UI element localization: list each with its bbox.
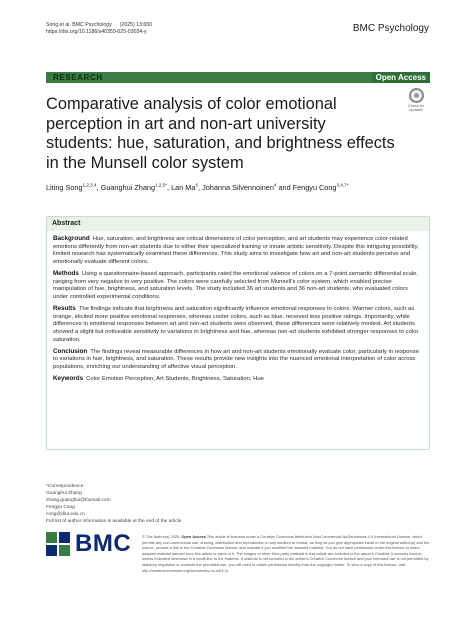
keywords-text: Color Emotion Perception, Art Students, Brightness, Saturation, Hue	[86, 376, 264, 382]
correspondence-heading: *Correspondence:	[46, 484, 85, 489]
bmc-logo-text: BMC	[75, 530, 132, 557]
article-title: Comparative analysis of color emotional perception in art and non-art university students: hue, saturation, and brightness effects in the Munsell color system	[46, 95, 395, 172]
author-affiliation: 1,2,3,4	[82, 182, 97, 188]
correspondence-block	[46, 484, 181, 525]
abstract-results	[53, 305, 423, 345]
author-name: Johanna Silvennoinen	[202, 183, 274, 192]
results-label: Results	[53, 305, 76, 312]
author-list: Liting Song$^{1,2,3,4}$, Guanghui Zhang$^{1,2,5*}$, Lan Ma$^6$, Johanna Silvennoinen$^4$ and Fengyu Cong$^{3,4,7*}$	[46, 182, 349, 192]
bmc-logo	[46, 530, 131, 558]
abstract-keywords	[53, 375, 423, 384]
doi-link[interactable]: https://doi.org/10.1186/s40359-025-03034-y	[46, 29, 147, 35]
results-text: The findings indicate that brightness and saturation significantly influence emotional responses to colors. Warmer colors, such as orange, elicited more positive emotional responses, whereas cooler colors, such as blue, received less positive ratings. Importantly, while differences in emotional responses between art and non-art students were observed, these differences were relatively modest. Art students showed a slight but noticeable sensitivity to variations in brightness and hue, whereas non-art students exhibited stronger responses to color saturation.	[53, 306, 419, 343]
license-copyright: © The Author(s) 2025.	[142, 534, 181, 539]
journal-name: BMC Psychology	[352, 23, 429, 34]
license-text	[142, 534, 432, 573]
keywords-label: Keywords	[53, 375, 84, 382]
bmc-logo-icon	[46, 532, 70, 556]
background-text: Hue, saturation, and brightness are critical dimensions of color perception, and art students may experience color-related emotions differently from non-art students due to either their specialized training or innate artistic sensitivity. Despite this intriguing possibility, limited research has systematically examined these differences. This study aims to investigate how art and non-art students perceive and emotionally evaluate different colors.	[53, 236, 419, 266]
check-updates-label-2: updates	[409, 108, 423, 113]
author-affiliation: 6	[195, 182, 198, 188]
author-name: Lan Ma	[171, 183, 196, 192]
open-access-badge: Open Access	[372, 72, 430, 83]
article-banner	[46, 72, 430, 83]
abstract-background	[53, 235, 423, 267]
license-body: This article is licensed under a Creative Commons Attribution-NonCommercial-NoDerivatives 4.0 International License, which permits any non-commercial use, sharing, distribution and reproduction in any medium or format, as long as you give appropriate credit to the original author(s) and the source, provide a link to the Creative Commons licence, and indicate if you modified the licensed material. You do not have permission under this licence to share adapted material derived from this article or parts of it. The images or other third party material in this article are included in the article’s Creative Commons licence, unless indicated otherwise in a credit line to the material. If material is not included in the article’s Creative Commons licence and your intended use is not permitted by statutory regulation or exceeds the permitted use, you will need to obtain permission directly from the copyright holder. To view a copy of this licence, visit http://creativecommons.org/licenses/by-nc-nd/4.0/.	[142, 534, 430, 573]
author-info-note: Full list of author information is available at the end of the article	[46, 518, 182, 524]
abstract-heading: Abstract	[47, 217, 429, 231]
correspondence-email[interactable]: zhang.guanghui@foxmail.com	[46, 497, 111, 503]
author-affiliation: 4	[273, 182, 277, 188]
license-open-access: Open Access	[181, 534, 206, 539]
author-affiliation: 1,2,5*	[155, 182, 168, 188]
abstract-methods	[53, 270, 423, 302]
correspondence-name: Fengyu Cong	[46, 504, 75, 510]
author-name: Fengyu Cong	[292, 183, 337, 192]
citation-authors: Song et al. BMC Psychology	[46, 22, 112, 28]
running-header	[46, 22, 160, 36]
article-type: RESEARCH	[53, 73, 103, 82]
author-name: Liting Song	[46, 183, 83, 192]
methods-text: Using a questionnaire-based approach, participants rated the emotional valence of colors on a 7-point semantic differential scale, ranging from very negative to very positive. The colors were carefully selected from Munsell’s color system, which enabled precise manipulation of hue, brightness, and saturation levels. The study included 36 art students and 36 non-art students, who evaluated colors under controlled experimental conditions.	[53, 271, 419, 301]
author-affiliation: 3,4,7*	[336, 182, 349, 188]
author-name: Guanghui Zhang	[100, 183, 156, 192]
conclusion-label: Conclusion	[53, 347, 88, 355]
check-updates-label-1: Check for	[407, 104, 425, 108]
check-updates-icon	[409, 88, 424, 103]
background-label: Background	[53, 235, 90, 242]
correspondence-name: Guanghui Zhang	[46, 490, 82, 496]
abstract-box	[46, 216, 430, 450]
methods-label: Methods	[53, 270, 79, 277]
conclusion-text: The findings reveal measurable differences in how art and non-art students emotionally evaluate color, particularly in response to variations in hue, brightness, and saturation. These results provide new insights into the nuanced emotional interpretation of color across populations, enriching our understanding of affective visual perception.	[53, 348, 419, 371]
correspondence-email[interactable]: cong@dlut.edu.cn	[46, 511, 85, 517]
abstract-conclusion	[53, 348, 423, 372]
check-for-updates-button[interactable]	[403, 88, 429, 114]
citation-volume: (2025) 13:650	[119, 22, 153, 28]
